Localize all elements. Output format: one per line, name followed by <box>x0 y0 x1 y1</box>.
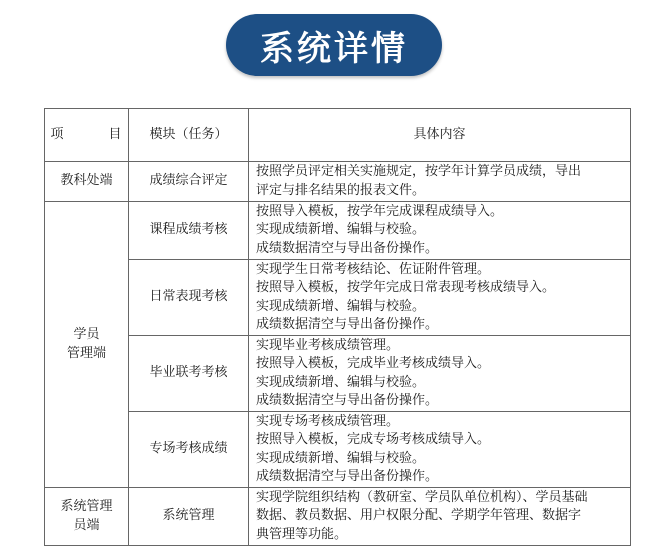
group-label-line: 学员 <box>73 327 100 343</box>
page-title: 系统详情 <box>226 14 442 76</box>
header-content: 具体内容 <box>249 109 631 162</box>
module-cell: 系统管理 <box>129 488 249 546</box>
module-cell: 专场考核成绩 <box>129 412 249 488</box>
content-line: 实现学生日常考核结论、佐证附件管理。 <box>256 262 491 278</box>
table-header-row <box>45 109 631 162</box>
content-line: 实现学院组织结构（教研室、学员队单位机构）、学员基础 <box>256 490 588 506</box>
content-cell <box>249 260 631 336</box>
group-label-line: 系统管理 <box>60 499 113 515</box>
content-cell <box>249 202 631 260</box>
content-line: 按照导入模板，按学年完成课程成绩导入。 <box>256 204 504 220</box>
content-line: 实现成绩新增、编辑与校验。 <box>256 222 426 238</box>
module-cell: 日常表现考核 <box>129 260 249 336</box>
group-cell-system-admin <box>45 488 129 546</box>
content-line: 成绩数据清空与导出备份操作。 <box>256 316 439 332</box>
content-cell <box>249 488 631 546</box>
content-cell <box>249 412 631 488</box>
content-line: 成绩数据清空与导出备份操作。 <box>256 240 439 256</box>
module-cell: 成绩综合评定 <box>129 162 249 202</box>
table-row <box>45 336 631 412</box>
group-label-line: 管理端 <box>66 345 106 361</box>
content-cell <box>249 162 631 202</box>
content-line: 评定与排名结果的报表文件。 <box>256 182 426 198</box>
content-line: 成绩数据清空与导出备份操作。 <box>256 468 439 484</box>
content-line: 按照导入模板，完成毕业考核成绩导入。 <box>256 356 491 372</box>
content-cell <box>249 336 631 412</box>
content-line: 实现专场考核成绩管理。 <box>256 414 400 430</box>
content-line: 实现毕业考核成绩管理。 <box>256 338 400 354</box>
content-line: 按照学员评定相关实施规定，按学年计算学员成绩，导出 <box>256 164 582 180</box>
content-line: 典管理等功能。 <box>256 526 348 542</box>
table-row <box>45 488 631 546</box>
group-cell-academic-office: 教科处端 <box>45 162 129 202</box>
content-line: 成绩数据清空与导出备份操作。 <box>256 392 439 408</box>
module-cell: 毕业联考考核 <box>129 336 249 412</box>
content-line: 按照导入模板，完成专场考核成绩导入。 <box>256 432 491 448</box>
group-label-line: 员端 <box>73 517 100 533</box>
table-row <box>45 202 631 260</box>
content-line: 数据、教员数据、用户权限分配、学期学年管理、数据字 <box>256 508 582 524</box>
content-line: 实现成绩新增、编辑与校验。 <box>256 450 426 466</box>
header-item-left: 项 <box>50 126 65 142</box>
content-line: 按照导入模板，按学年完成日常表现考核成绩导入。 <box>256 280 556 296</box>
table-row <box>45 162 631 202</box>
system-details-table <box>44 108 631 546</box>
table-row <box>45 412 631 488</box>
table-row <box>45 260 631 336</box>
header-module: 模块（任务） <box>129 109 249 162</box>
content-line: 实现成绩新增、编辑与校验。 <box>256 374 426 390</box>
module-cell: 课程成绩考核 <box>129 202 249 260</box>
group-cell-student-management <box>45 202 129 488</box>
header-item-right: 目 <box>108 126 123 142</box>
header-item <box>45 109 129 162</box>
content-line: 实现成绩新增、编辑与校验。 <box>256 298 426 314</box>
